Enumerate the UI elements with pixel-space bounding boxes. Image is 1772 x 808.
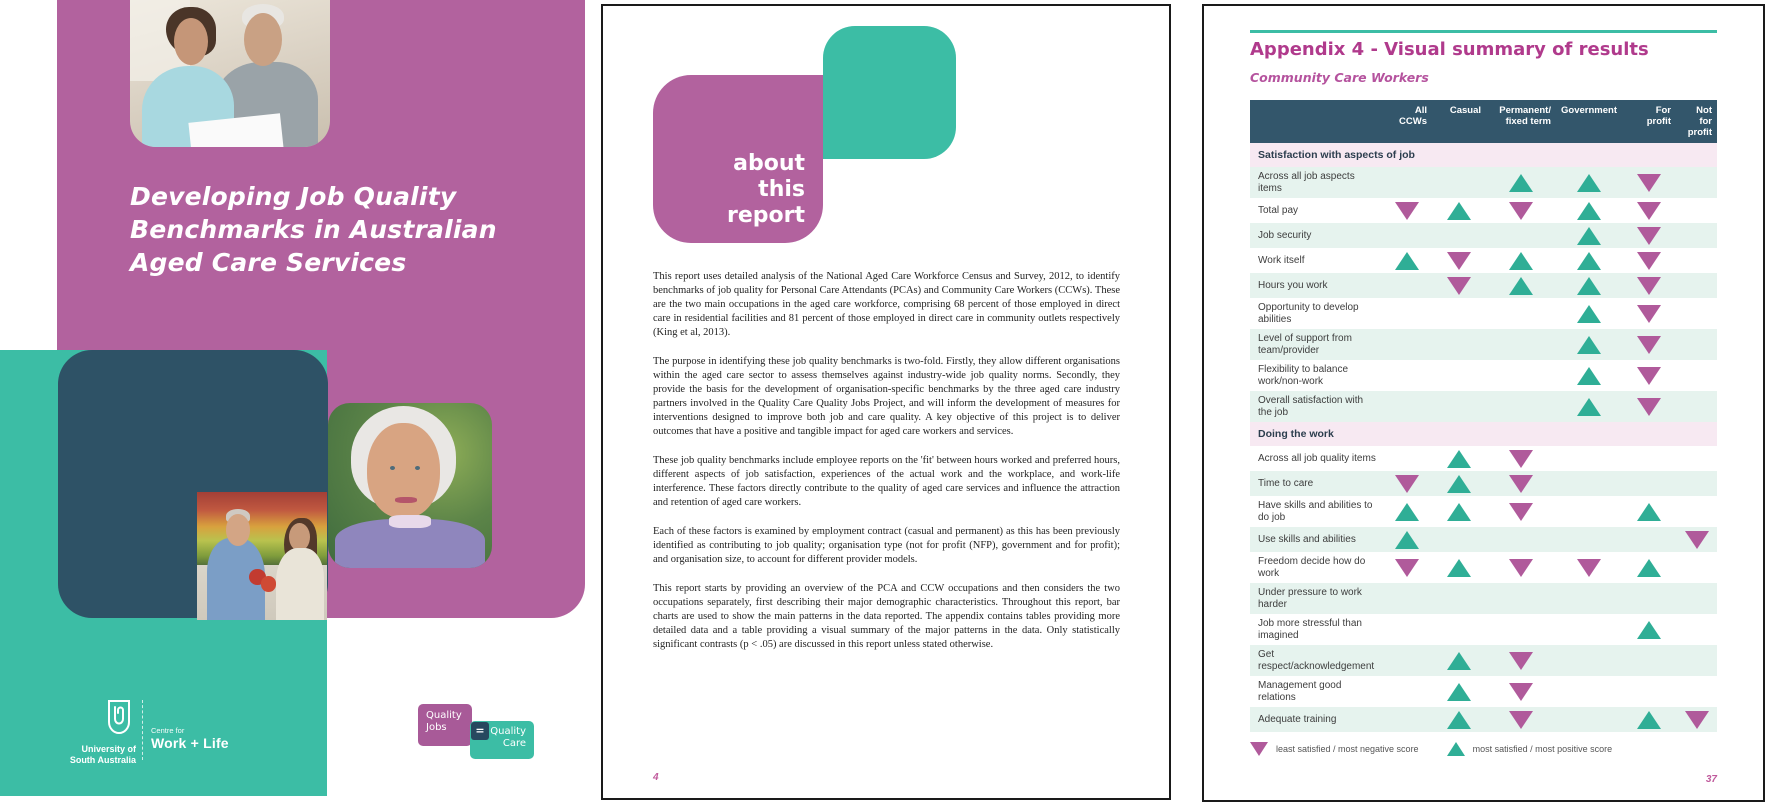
- down-triangle-icon: [1509, 503, 1533, 521]
- table-header-row: [1250, 100, 1717, 143]
- table-cell: [1556, 496, 1622, 527]
- table-cell: [1486, 223, 1556, 248]
- quality-care-line: Care: [502, 738, 526, 749]
- up-triangle-icon: [1447, 559, 1471, 577]
- column-header: [1676, 104, 1717, 139]
- unisa-name-line2: South Australia: [69, 755, 136, 765]
- table-cell: [1486, 446, 1556, 471]
- up-triangle-icon: [1577, 277, 1601, 295]
- photo-detail: [389, 515, 432, 528]
- table-cell: [1432, 527, 1486, 552]
- table-row: [1250, 527, 1717, 552]
- page-number: 37: [1705, 774, 1717, 785]
- column-header-empty: [1250, 104, 1382, 106]
- up-triangle-icon: [1577, 398, 1601, 416]
- legend-up-icon: [1447, 742, 1465, 756]
- table-cell: [1432, 223, 1486, 248]
- photo-fruit-market: [197, 492, 327, 620]
- photo-detail: [367, 423, 439, 519]
- table-cell: [1382, 583, 1432, 614]
- table-cell: [1622, 360, 1676, 391]
- table-cell: [1382, 552, 1432, 583]
- column-header-line: Government: [1561, 105, 1617, 116]
- table-cell: [1432, 552, 1486, 583]
- photo-detail: [261, 576, 277, 591]
- table-row: [1250, 446, 1717, 471]
- about-teal-square: [823, 26, 956, 159]
- table-cell: [1486, 645, 1556, 676]
- photo-detail: [395, 497, 416, 503]
- table-cell: [1486, 527, 1556, 552]
- table-row: [1250, 391, 1717, 422]
- table-row: [1250, 360, 1717, 391]
- row-label: Get respect/acknowledgement: [1258, 649, 1375, 672]
- table-cell: [1486, 496, 1556, 527]
- up-triangle-icon: [1637, 503, 1661, 521]
- table-row: [1250, 552, 1717, 583]
- table-cell: [1622, 471, 1676, 496]
- up-triangle-icon: [1509, 277, 1533, 295]
- table-row: [1250, 198, 1717, 223]
- appendix-subheading: Community Care Workers: [1250, 70, 1429, 85]
- row-label: Job more stressful than imagined: [1258, 618, 1362, 641]
- table-cell: [1676, 273, 1717, 298]
- table-cell: [1676, 360, 1717, 391]
- table-cell: [1556, 527, 1622, 552]
- about-purple-square: [653, 75, 823, 243]
- column-header: [1622, 104, 1676, 128]
- down-triangle-icon: [1509, 683, 1533, 701]
- down-triangle-icon: [1395, 559, 1419, 577]
- table-cell: [1676, 391, 1717, 422]
- column-header-line: All: [1414, 105, 1427, 116]
- down-triangle-icon: [1637, 174, 1661, 192]
- up-triangle-icon: [1637, 621, 1661, 639]
- up-triangle-icon: [1447, 450, 1471, 468]
- table-cell: [1382, 614, 1432, 645]
- photo-detail: [174, 18, 208, 65]
- table-cell: [1556, 198, 1622, 223]
- up-triangle-icon: [1447, 202, 1471, 220]
- table-cell: [1622, 167, 1676, 198]
- up-triangle-icon: [1577, 202, 1601, 220]
- column-header-line: Permanent/: [1499, 105, 1551, 116]
- table-cell: [1676, 676, 1717, 707]
- up-triangle-icon: [1637, 559, 1661, 577]
- up-triangle-icon: [1447, 503, 1471, 521]
- table-cell: [1622, 645, 1676, 676]
- down-triangle-icon: [1509, 711, 1533, 729]
- equals-badge: =: [471, 722, 489, 740]
- down-triangle-icon: [1509, 652, 1533, 670]
- table-cell: [1676, 496, 1717, 527]
- table-cell: [1676, 471, 1717, 496]
- table-cell: [1556, 645, 1622, 676]
- up-triangle-icon: [1509, 252, 1533, 270]
- table-cell: [1382, 273, 1432, 298]
- photo-detail: [276, 548, 324, 620]
- table-cell: [1382, 329, 1432, 360]
- cover-title-line: Developing Job Quality: [130, 182, 457, 211]
- table-cell: [1432, 583, 1486, 614]
- unisa-logo: [58, 700, 229, 766]
- table-cell: [1622, 527, 1676, 552]
- body-paragraph: These job quality benchmarks include employee reports on the 'fit' between hours worked and preferred hours, different aspects of job satisfaction, experiences of the actual work and the workplace, and work-life interference. These factors directly contribute to the quality of aged care services and influence the attraction and retention of aged care workers.: [653, 455, 1120, 508]
- table-cell: [1486, 248, 1556, 273]
- body-paragraph: This report starts by providing an overview of the PCA and CCW occupations and then considers the two occupations separately, first describing their major demographic characteristics. Throughout this report, bar charts are used to show the main patterns in the data reported. The appendix contains tables providing more detailed data and a table providing a visual summary of the major patterns in the data. Only statistically significant contrasts (p < .05) are discussed in this report unless stated otherwise.: [653, 583, 1120, 650]
- row-label: Across all job quality items: [1258, 452, 1376, 464]
- table-row: [1250, 707, 1717, 732]
- up-triangle-icon: [1577, 227, 1601, 245]
- up-triangle-icon: [1637, 711, 1661, 729]
- table-cell: [1556, 248, 1622, 273]
- body-paragraph: Each of these factors is examined by employment contract (casual and permanent) as this has been previously identified as contributing to job quality; organisation type (not for profit (NFP), government and for profit); and organisation size, to account for different provider models.: [653, 526, 1120, 565]
- down-triangle-icon: [1577, 559, 1601, 577]
- row-label: Adequate training: [1258, 713, 1337, 725]
- up-triangle-icon: [1395, 252, 1419, 270]
- table-cell: [1382, 676, 1432, 707]
- table-cell: [1382, 446, 1432, 471]
- table-cell: [1432, 496, 1486, 527]
- table-cell: [1556, 329, 1622, 360]
- table-cell: [1556, 583, 1622, 614]
- cover-page: [0, 0, 585, 808]
- heading-rule: [1250, 30, 1717, 33]
- table-cell: [1676, 223, 1717, 248]
- table-cell: [1676, 645, 1717, 676]
- table-cell: [1432, 248, 1486, 273]
- legend-down-icon: [1250, 742, 1268, 756]
- table-cell: [1382, 707, 1432, 732]
- column-header-line: fixed term: [1505, 116, 1551, 127]
- column-header-line: Casual: [1449, 105, 1481, 116]
- table-row: [1250, 329, 1717, 360]
- row-label: Flexibility to balance work/non-work: [1258, 364, 1349, 387]
- up-triangle-icon: [1395, 503, 1419, 521]
- table-cell: [1622, 391, 1676, 422]
- row-label: Under pressure to work harder: [1258, 587, 1362, 610]
- up-triangle-icon: [1577, 367, 1601, 385]
- table-cell: [1432, 614, 1486, 645]
- column-header-line: profit: [1646, 116, 1671, 127]
- down-triangle-icon: [1637, 202, 1661, 220]
- column-header-line: For: [1655, 105, 1671, 116]
- table-cell: [1382, 527, 1432, 552]
- photo-detail: [289, 523, 310, 551]
- table-cell: [1432, 446, 1486, 471]
- row-label: Opportunity to develop abilities: [1258, 302, 1359, 325]
- row-label: Hours you work: [1258, 279, 1328, 291]
- table-cell: [1486, 273, 1556, 298]
- table-row: [1250, 471, 1717, 496]
- photo-detail: [390, 466, 395, 470]
- column-header-line: CCWs: [1399, 116, 1427, 127]
- about-title-line: about: [733, 151, 805, 176]
- quality-jobs-line: Jobs: [426, 722, 447, 733]
- table-cell: [1486, 360, 1556, 391]
- row-label: Job security: [1258, 229, 1312, 241]
- table-cell: [1382, 198, 1432, 223]
- table-cell: [1556, 273, 1622, 298]
- table-cell: [1382, 248, 1432, 273]
- table-cell: [1556, 614, 1622, 645]
- table-cell: [1622, 583, 1676, 614]
- down-triangle-icon: [1509, 450, 1533, 468]
- legend: [1250, 742, 1628, 756]
- table-cell: [1432, 167, 1486, 198]
- down-triangle-icon: [1685, 531, 1709, 549]
- table-cell: [1676, 707, 1717, 732]
- table-cell: [1622, 614, 1676, 645]
- work-life-label: Work + Life: [151, 735, 229, 751]
- legend-label: most satisfied / most positive score: [1472, 744, 1613, 754]
- quality-jobs-line: Quality: [426, 710, 462, 721]
- photo-detail: [415, 466, 420, 470]
- table-row: [1250, 614, 1717, 645]
- up-triangle-icon: [1447, 711, 1471, 729]
- down-triangle-icon: [1637, 252, 1661, 270]
- table-cell: [1622, 298, 1676, 329]
- table-cell: [1676, 167, 1717, 198]
- table-cell: [1432, 676, 1486, 707]
- up-triangle-icon: [1577, 305, 1601, 323]
- down-triangle-icon: [1509, 559, 1533, 577]
- table-cell: [1486, 329, 1556, 360]
- table-cell: [1382, 360, 1432, 391]
- body-paragraph: This report uses detailed analysis of the National Aged Care Workforce Census and Survey, 2012, to identify benchmarks of job quality for Personal Care Attendants (PCAs) and Community Care Workers (CCWs). These are the two main occupations in the aged care workforce, comprising 68 percent of those employed in direct care in residential facilities and 81 percent of those employed in direct care in community outlets respectively (King et al, 2013).: [653, 271, 1120, 338]
- appendix-page: [1202, 4, 1765, 802]
- table-cell: [1486, 707, 1556, 732]
- column-header: [1486, 104, 1556, 128]
- table-cell: [1676, 248, 1717, 273]
- centre-for-label: Centre for: [151, 726, 185, 735]
- table-cell: [1622, 223, 1676, 248]
- about-title-line: this: [758, 177, 805, 202]
- down-triangle-icon: [1637, 398, 1661, 416]
- table-cell: [1486, 676, 1556, 707]
- up-triangle-icon: [1577, 336, 1601, 354]
- table-cell: [1556, 223, 1622, 248]
- table-cell: [1432, 707, 1486, 732]
- down-triangle-icon: [1637, 277, 1661, 295]
- up-triangle-icon: [1395, 531, 1419, 549]
- table-cell: [1556, 298, 1622, 329]
- quality-care-line: Quality: [490, 726, 526, 737]
- down-triangle-icon: [1395, 475, 1419, 493]
- table-cell: [1486, 391, 1556, 422]
- about-block-title: [727, 151, 805, 229]
- table-cell: [1556, 446, 1622, 471]
- row-label: Have skills and abilities to do job: [1258, 500, 1373, 523]
- table-cell: [1622, 707, 1676, 732]
- row-label: Across all job aspects items: [1258, 171, 1355, 194]
- table-cell: [1382, 645, 1432, 676]
- table-cell: [1556, 167, 1622, 198]
- legend-item: [1447, 742, 1613, 756]
- table-row: [1250, 496, 1717, 527]
- table-row: [1250, 298, 1717, 329]
- table-row: [1250, 273, 1717, 298]
- table-cell: [1432, 298, 1486, 329]
- column-header: [1432, 104, 1486, 117]
- table-cell: [1676, 527, 1717, 552]
- down-triangle-icon: [1447, 277, 1471, 295]
- table-cell: [1486, 167, 1556, 198]
- table-cell: [1486, 583, 1556, 614]
- down-triangle-icon: [1637, 227, 1661, 245]
- column-header: [1556, 104, 1622, 117]
- table-cell: [1556, 707, 1622, 732]
- unisa-shield-icon: [106, 700, 132, 741]
- photo-detail: [244, 13, 282, 66]
- table-cell: [1382, 471, 1432, 496]
- row-label: Level of support from team/provider: [1258, 333, 1352, 356]
- cover-title-line: Aged Care Services: [130, 248, 407, 277]
- photo-detail: [226, 514, 251, 546]
- legend-item: [1250, 742, 1419, 756]
- table-cell: [1382, 298, 1432, 329]
- table-cell: [1556, 676, 1622, 707]
- about-page: [601, 4, 1171, 800]
- page-number: 4: [653, 772, 659, 783]
- table-cell: [1676, 329, 1717, 360]
- column-header-line: Not for: [1696, 105, 1712, 127]
- section-header-row: Doing the work: [1250, 422, 1717, 446]
- row-label: Total pay: [1258, 204, 1299, 216]
- table-cell: [1486, 471, 1556, 496]
- table-row: [1250, 676, 1717, 707]
- up-triangle-icon: [1447, 475, 1471, 493]
- table-cell: [1556, 471, 1622, 496]
- table-cell: [1432, 471, 1486, 496]
- photo-elderly-woman-portrait: [328, 403, 492, 568]
- down-triangle-icon: [1637, 336, 1661, 354]
- table-cell: [1622, 446, 1676, 471]
- row-label: Use skills and abilities: [1258, 533, 1356, 545]
- row-label: Work itself: [1258, 254, 1305, 266]
- up-triangle-icon: [1447, 683, 1471, 701]
- table-cell: [1432, 360, 1486, 391]
- unisa-logo-left: [58, 700, 136, 766]
- table-cell: [1486, 614, 1556, 645]
- table-row: [1250, 248, 1717, 273]
- table-cell: [1676, 298, 1717, 329]
- logo-divider: [142, 700, 143, 760]
- table-cell: [1382, 223, 1432, 248]
- column-header-line: profit: [1687, 127, 1712, 138]
- table-cell: [1676, 552, 1717, 583]
- appendix-heading: Appendix 4 - Visual summary of results: [1250, 39, 1649, 60]
- table-cell: [1382, 496, 1432, 527]
- body-paragraph: The purpose in identifying these job quality benchmarks is two-fold. Firstly, they allow different organisations within the aged care sector to assess themselves against industry-wide job quality norms. Secondly, they provide the basis for the development of organisation-specific benchmarks by the three aged care industry partners involved in the Quality Care Quality Jobs Project, and will inform the development of measures for interventions designed to improve both job and care quality. A key objective of this project is to deliver outcomes that have a positive and tangible impact for aged care workers and services.: [653, 356, 1120, 437]
- down-triangle-icon: [1637, 305, 1661, 323]
- cover-title-line: Benchmarks in Australian: [130, 215, 497, 244]
- row-label: Time to care: [1258, 477, 1314, 489]
- table-cell: [1486, 552, 1556, 583]
- table-cell: [1486, 198, 1556, 223]
- table-row: [1250, 223, 1717, 248]
- table-cell: [1622, 198, 1676, 223]
- row-label: Management good relations: [1258, 680, 1342, 703]
- table-cell: [1556, 360, 1622, 391]
- table-row: [1250, 167, 1717, 198]
- table-cell: [1676, 446, 1717, 471]
- table-cell: [1622, 552, 1676, 583]
- table-cell: [1622, 248, 1676, 273]
- about-title-line: report: [727, 203, 805, 228]
- section-header-row: Satisfaction with aspects of job: [1250, 143, 1717, 167]
- table-row: [1250, 583, 1717, 614]
- row-label: Overall satisfaction with the job: [1258, 395, 1364, 418]
- table-cell: [1556, 552, 1622, 583]
- table-cell: [1622, 496, 1676, 527]
- table-cell: [1382, 167, 1432, 198]
- down-triangle-icon: [1509, 202, 1533, 220]
- table-cell: [1432, 273, 1486, 298]
- legend-label: least satisfied / most negative score: [1276, 744, 1419, 754]
- down-triangle-icon: [1395, 202, 1419, 220]
- table-cell: [1432, 391, 1486, 422]
- up-triangle-icon: [1577, 174, 1601, 192]
- summary-table: [1250, 100, 1717, 732]
- table-cell: [1622, 329, 1676, 360]
- table-cell: [1432, 645, 1486, 676]
- about-body-text: [653, 270, 1120, 667]
- table-cell: [1432, 329, 1486, 360]
- table-cell: [1382, 391, 1432, 422]
- photo-carer-with-client: [130, 0, 330, 147]
- down-triangle-icon: [1637, 367, 1661, 385]
- down-triangle-icon: [1509, 475, 1533, 493]
- column-header: [1382, 104, 1432, 128]
- table-cell: [1432, 198, 1486, 223]
- unisa-name-line1: University of: [81, 744, 136, 754]
- down-triangle-icon: [1447, 252, 1471, 270]
- table-cell: [1676, 583, 1717, 614]
- table-cell: [1676, 198, 1717, 223]
- up-triangle-icon: [1447, 652, 1471, 670]
- table-cell: [1486, 298, 1556, 329]
- down-triangle-icon: [1685, 711, 1709, 729]
- quality-jobs-badge: [418, 704, 472, 746]
- unisa-name: [58, 744, 136, 766]
- up-triangle-icon: [1509, 174, 1533, 192]
- table-cell: [1622, 676, 1676, 707]
- table-row: [1250, 645, 1717, 676]
- cover-title: [130, 180, 560, 279]
- row-label: Freedom decide how do work: [1258, 556, 1366, 579]
- up-triangle-icon: [1577, 252, 1601, 270]
- table-cell: [1676, 614, 1717, 645]
- table-cell: [1622, 273, 1676, 298]
- table-cell: [1556, 391, 1622, 422]
- centre-work-life: [151, 700, 229, 751]
